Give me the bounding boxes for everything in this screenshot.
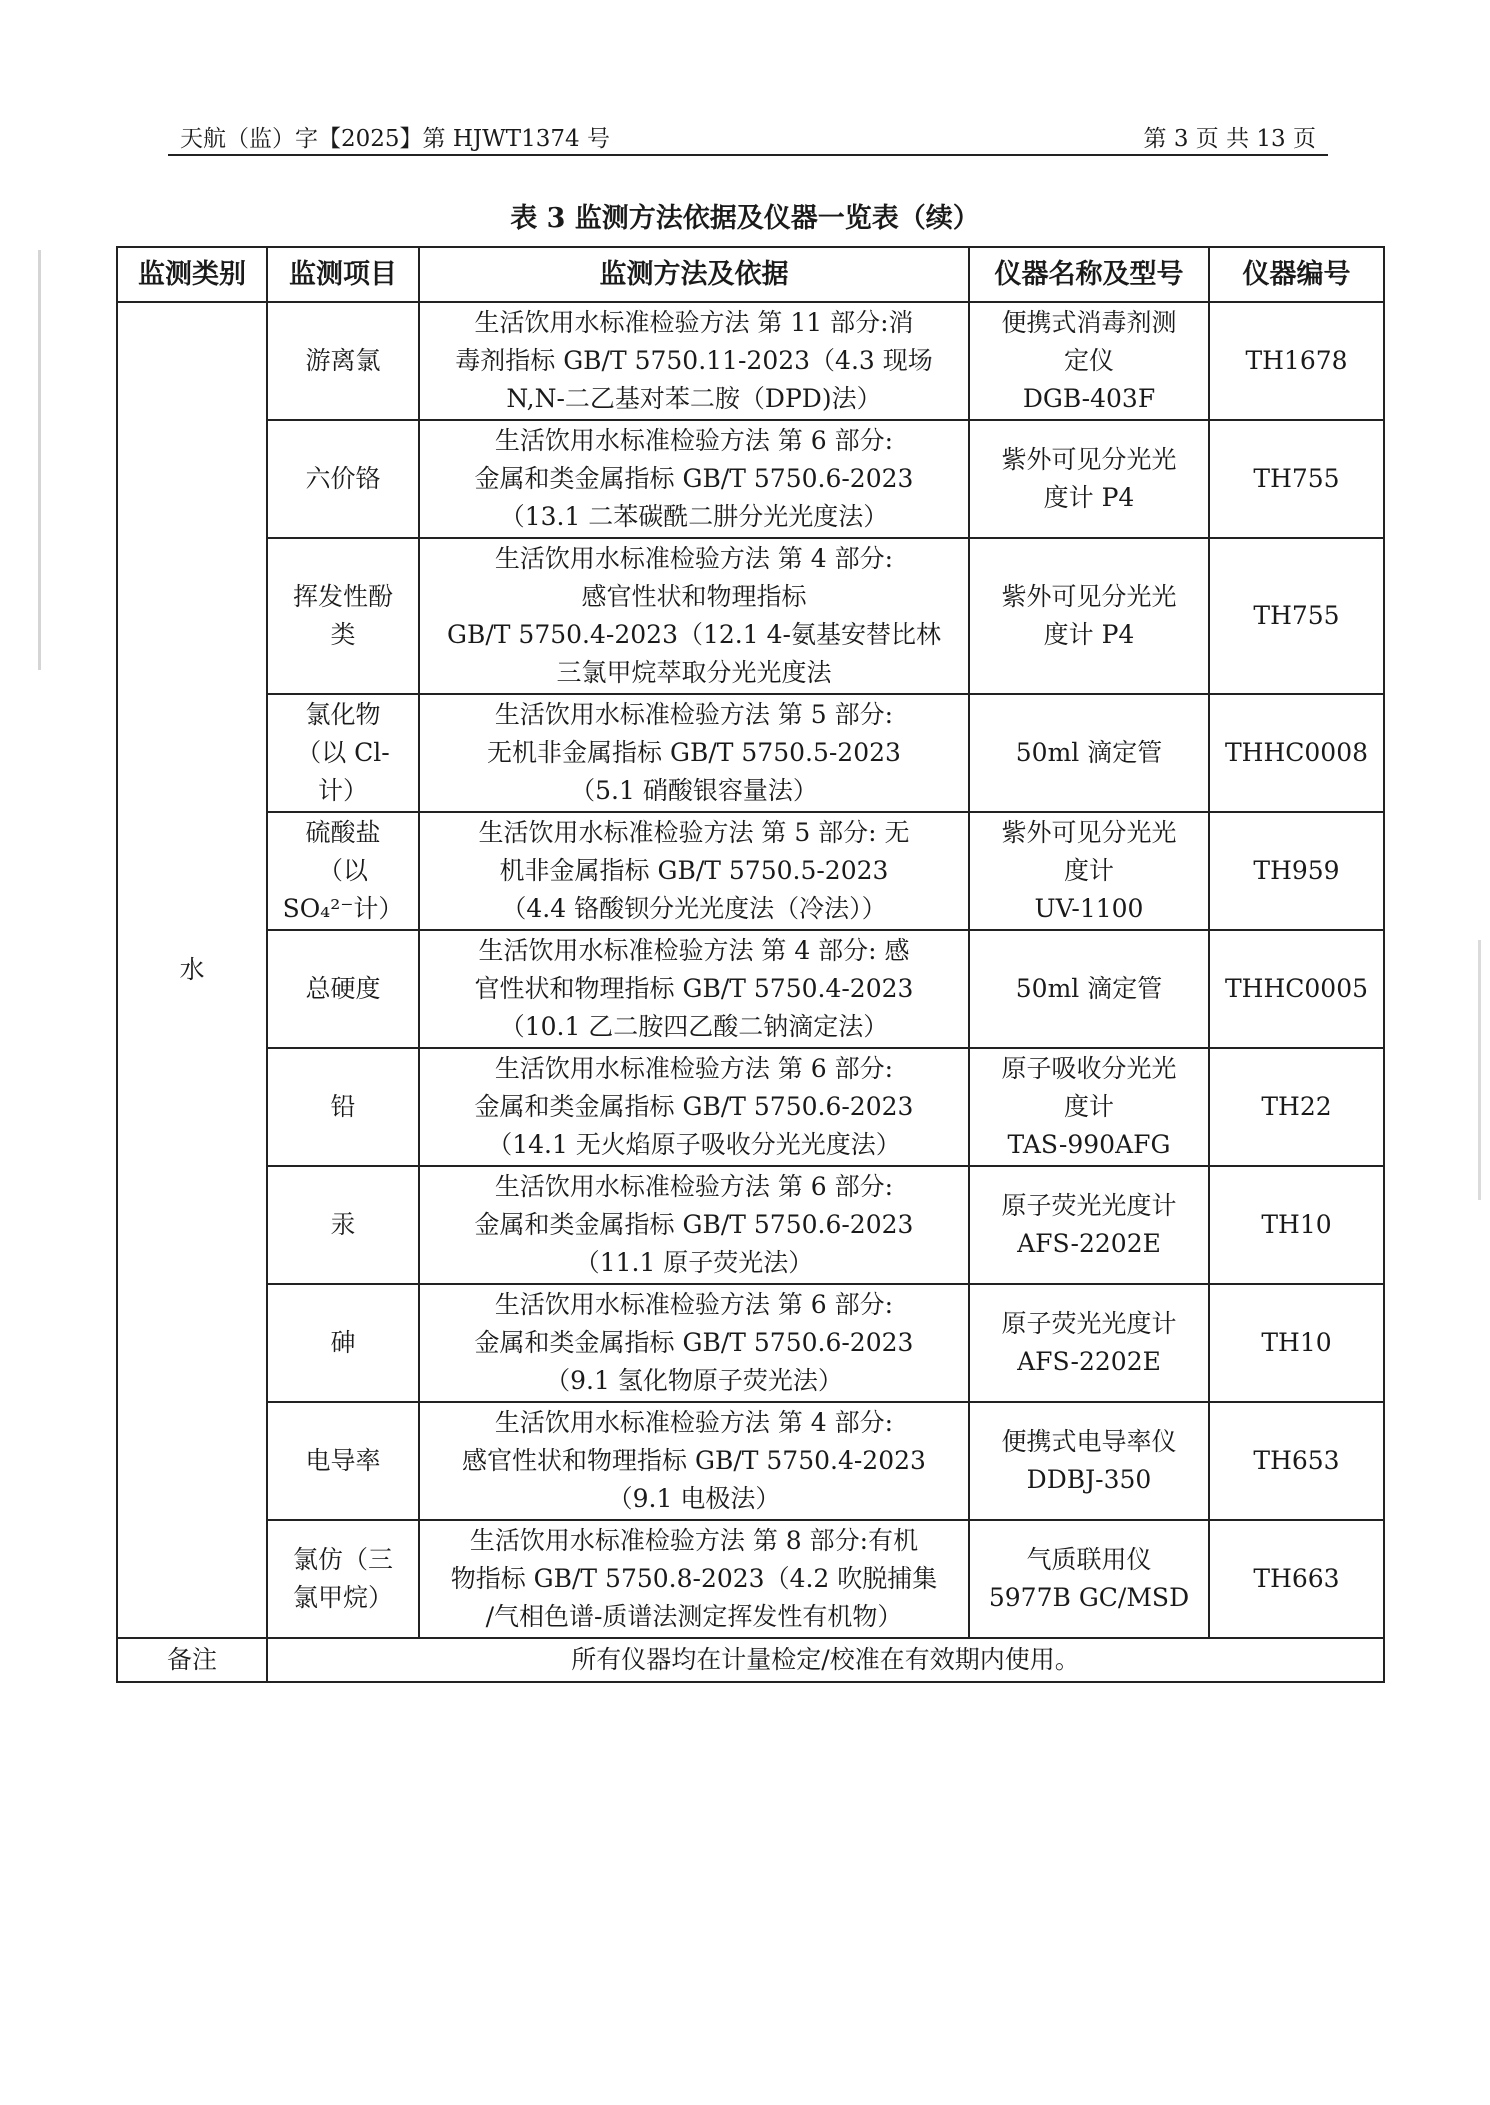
code-cell: TH959 xyxy=(1209,812,1384,930)
table-header-row xyxy=(117,247,1384,302)
table-row xyxy=(117,302,1384,420)
table-row xyxy=(117,538,1384,694)
instrument-cell: 紫外可见分光光 度计 UV-1100 xyxy=(969,812,1209,930)
method-cell: 生活饮用水标准检验方法 第 5 部分: 无 机非金属指标 GB/T 5750.5-2023 （4.4 铬酸钡分光光度法（冷法）） xyxy=(419,812,969,930)
page-header xyxy=(168,118,1328,156)
category-cell: 水 xyxy=(117,302,267,1638)
table-row xyxy=(117,1520,1384,1638)
method-cell: 生活饮用水标准检验方法 第 5 部分: 无机非金属指标 GB/T 5750.5-2023 （5.1 硝酸银容量法） xyxy=(419,694,969,812)
item-cell: 游离氯 xyxy=(267,302,419,420)
col-header-method: 监测方法及依据 xyxy=(419,247,969,302)
code-cell: TH1678 xyxy=(1209,302,1384,420)
code-cell: TH653 xyxy=(1209,1402,1384,1520)
code-cell: TH755 xyxy=(1209,538,1384,694)
table-caption: 表 3 监测方法依据及仪器一览表（续） xyxy=(510,203,980,234)
item-cell: 铅 xyxy=(267,1048,419,1166)
instrument-cell: 紫外可见分光光 度计 P4 xyxy=(969,538,1209,694)
code-cell: TH663 xyxy=(1209,1520,1384,1638)
scan-artifact-left xyxy=(38,250,41,670)
table-row xyxy=(117,1402,1384,1520)
method-cell: 生活饮用水标准检验方法 第 6 部分: 金属和类金属指标 GB/T 5750.6-2023 （11.1 原子荧光法） xyxy=(419,1166,969,1284)
page-number: 第 3 页 共 13 页 xyxy=(1143,126,1316,152)
col-header-instrument: 仪器名称及型号 xyxy=(969,247,1209,302)
method-cell: 生活饮用水标准检验方法 第 6 部分: 金属和类金属指标 GB/T 5750.6-2023 （13.1 二苯碳酰二肼分光光度法） xyxy=(419,420,969,538)
method-cell: 生活饮用水标准检验方法 第 11 部分:消 毒剂指标 GB/T 5750.11-2023（4.3 现场 N,N-二乙基对苯二胺（DPD)法） xyxy=(419,302,969,420)
item-cell: 总硬度 xyxy=(267,930,419,1048)
instrument-cell: 50ml 滴定管 xyxy=(969,694,1209,812)
instrument-cell: 原子荧光光度计 AFS-2202E xyxy=(969,1284,1209,1402)
method-cell: 生活饮用水标准检验方法 第 4 部分: 感官性状和物理指标 GB/T 5750.4-2023 （9.1 电极法） xyxy=(419,1402,969,1520)
method-cell: 生活饮用水标准检验方法 第 8 部分:有机 物指标 GB/T 5750.8-2023（4.2 吹脱捕集 /气相色谱-质谱法测定挥发性有机物） xyxy=(419,1520,969,1638)
item-cell: 氯化物 （以 Cl- 计） xyxy=(267,694,419,812)
method-cell: 生活饮用水标准检验方法 第 4 部分: 感官性状和物理指标 GB/T 5750.4-2023（12.1 4-氨基安替比林 三氯甲烷萃取分光光度法 xyxy=(419,538,969,694)
code-cell: TH10 xyxy=(1209,1166,1384,1284)
remark-row xyxy=(117,1638,1384,1682)
scan-artifact-right xyxy=(1478,940,1481,1200)
col-header-category: 监测类别 xyxy=(117,247,267,302)
instrument-cell: 50ml 滴定管 xyxy=(969,930,1209,1048)
table-row xyxy=(117,1166,1384,1284)
col-header-item: 监测项目 xyxy=(267,247,419,302)
code-cell: TH22 xyxy=(1209,1048,1384,1166)
table-row xyxy=(117,420,1384,538)
instrument-cell: 便携式电导率仪 DDBJ-350 xyxy=(969,1402,1209,1520)
method-cell: 生活饮用水标准检验方法 第 4 部分: 感 官性状和物理指标 GB/T 5750.4-2023 （10.1 乙二胺四乙酸二钠滴定法） xyxy=(419,930,969,1048)
instrument-cell: 紫外可见分光光 度计 P4 xyxy=(969,420,1209,538)
table-row xyxy=(117,930,1384,1048)
code-cell: TH755 xyxy=(1209,420,1384,538)
code-cell: THHC0005 xyxy=(1209,930,1384,1048)
table-row xyxy=(117,812,1384,930)
remark-label: 备注 xyxy=(117,1638,267,1682)
method-cell: 生活饮用水标准检验方法 第 6 部分: 金属和类金属指标 GB/T 5750.6-2023 （14.1 无火焰原子吸收分光光度法） xyxy=(419,1048,969,1166)
instrument-cell: 便携式消毒剂测 定仪 DGB-403F xyxy=(969,302,1209,420)
report-number: 天航（监）字【2025】第 HJWT1374 号 xyxy=(180,126,610,152)
item-cell: 汞 xyxy=(267,1166,419,1284)
item-cell: 电导率 xyxy=(267,1402,419,1520)
remark-text: 所有仪器均在计量检定/校准在有效期内使用。 xyxy=(267,1638,1384,1682)
col-header-code: 仪器编号 xyxy=(1209,247,1384,302)
method-cell: 生活饮用水标准检验方法 第 6 部分: 金属和类金属指标 GB/T 5750.6-2023 （9.1 氢化物原子荧光法） xyxy=(419,1284,969,1402)
instrument-cell: 原子吸收分光光 度计 TAS-990AFG xyxy=(969,1048,1209,1166)
method-instrument-table xyxy=(116,246,1385,1683)
table-row xyxy=(117,1284,1384,1402)
code-cell: THHC0008 xyxy=(1209,694,1384,812)
table-row xyxy=(117,1048,1384,1166)
instrument-cell: 气质联用仪 5977B GC/MSD xyxy=(969,1520,1209,1638)
item-cell: 砷 xyxy=(267,1284,419,1402)
item-cell: 氯仿（三 氯甲烷） xyxy=(267,1520,419,1638)
code-cell: TH10 xyxy=(1209,1284,1384,1402)
instrument-cell: 原子荧光光度计 AFS-2202E xyxy=(969,1166,1209,1284)
item-cell: 硫酸盐 （以 SO₄²⁻计） xyxy=(267,812,419,930)
table-row xyxy=(117,694,1384,812)
item-cell: 挥发性酚 类 xyxy=(267,538,419,694)
item-cell: 六价铬 xyxy=(267,420,419,538)
